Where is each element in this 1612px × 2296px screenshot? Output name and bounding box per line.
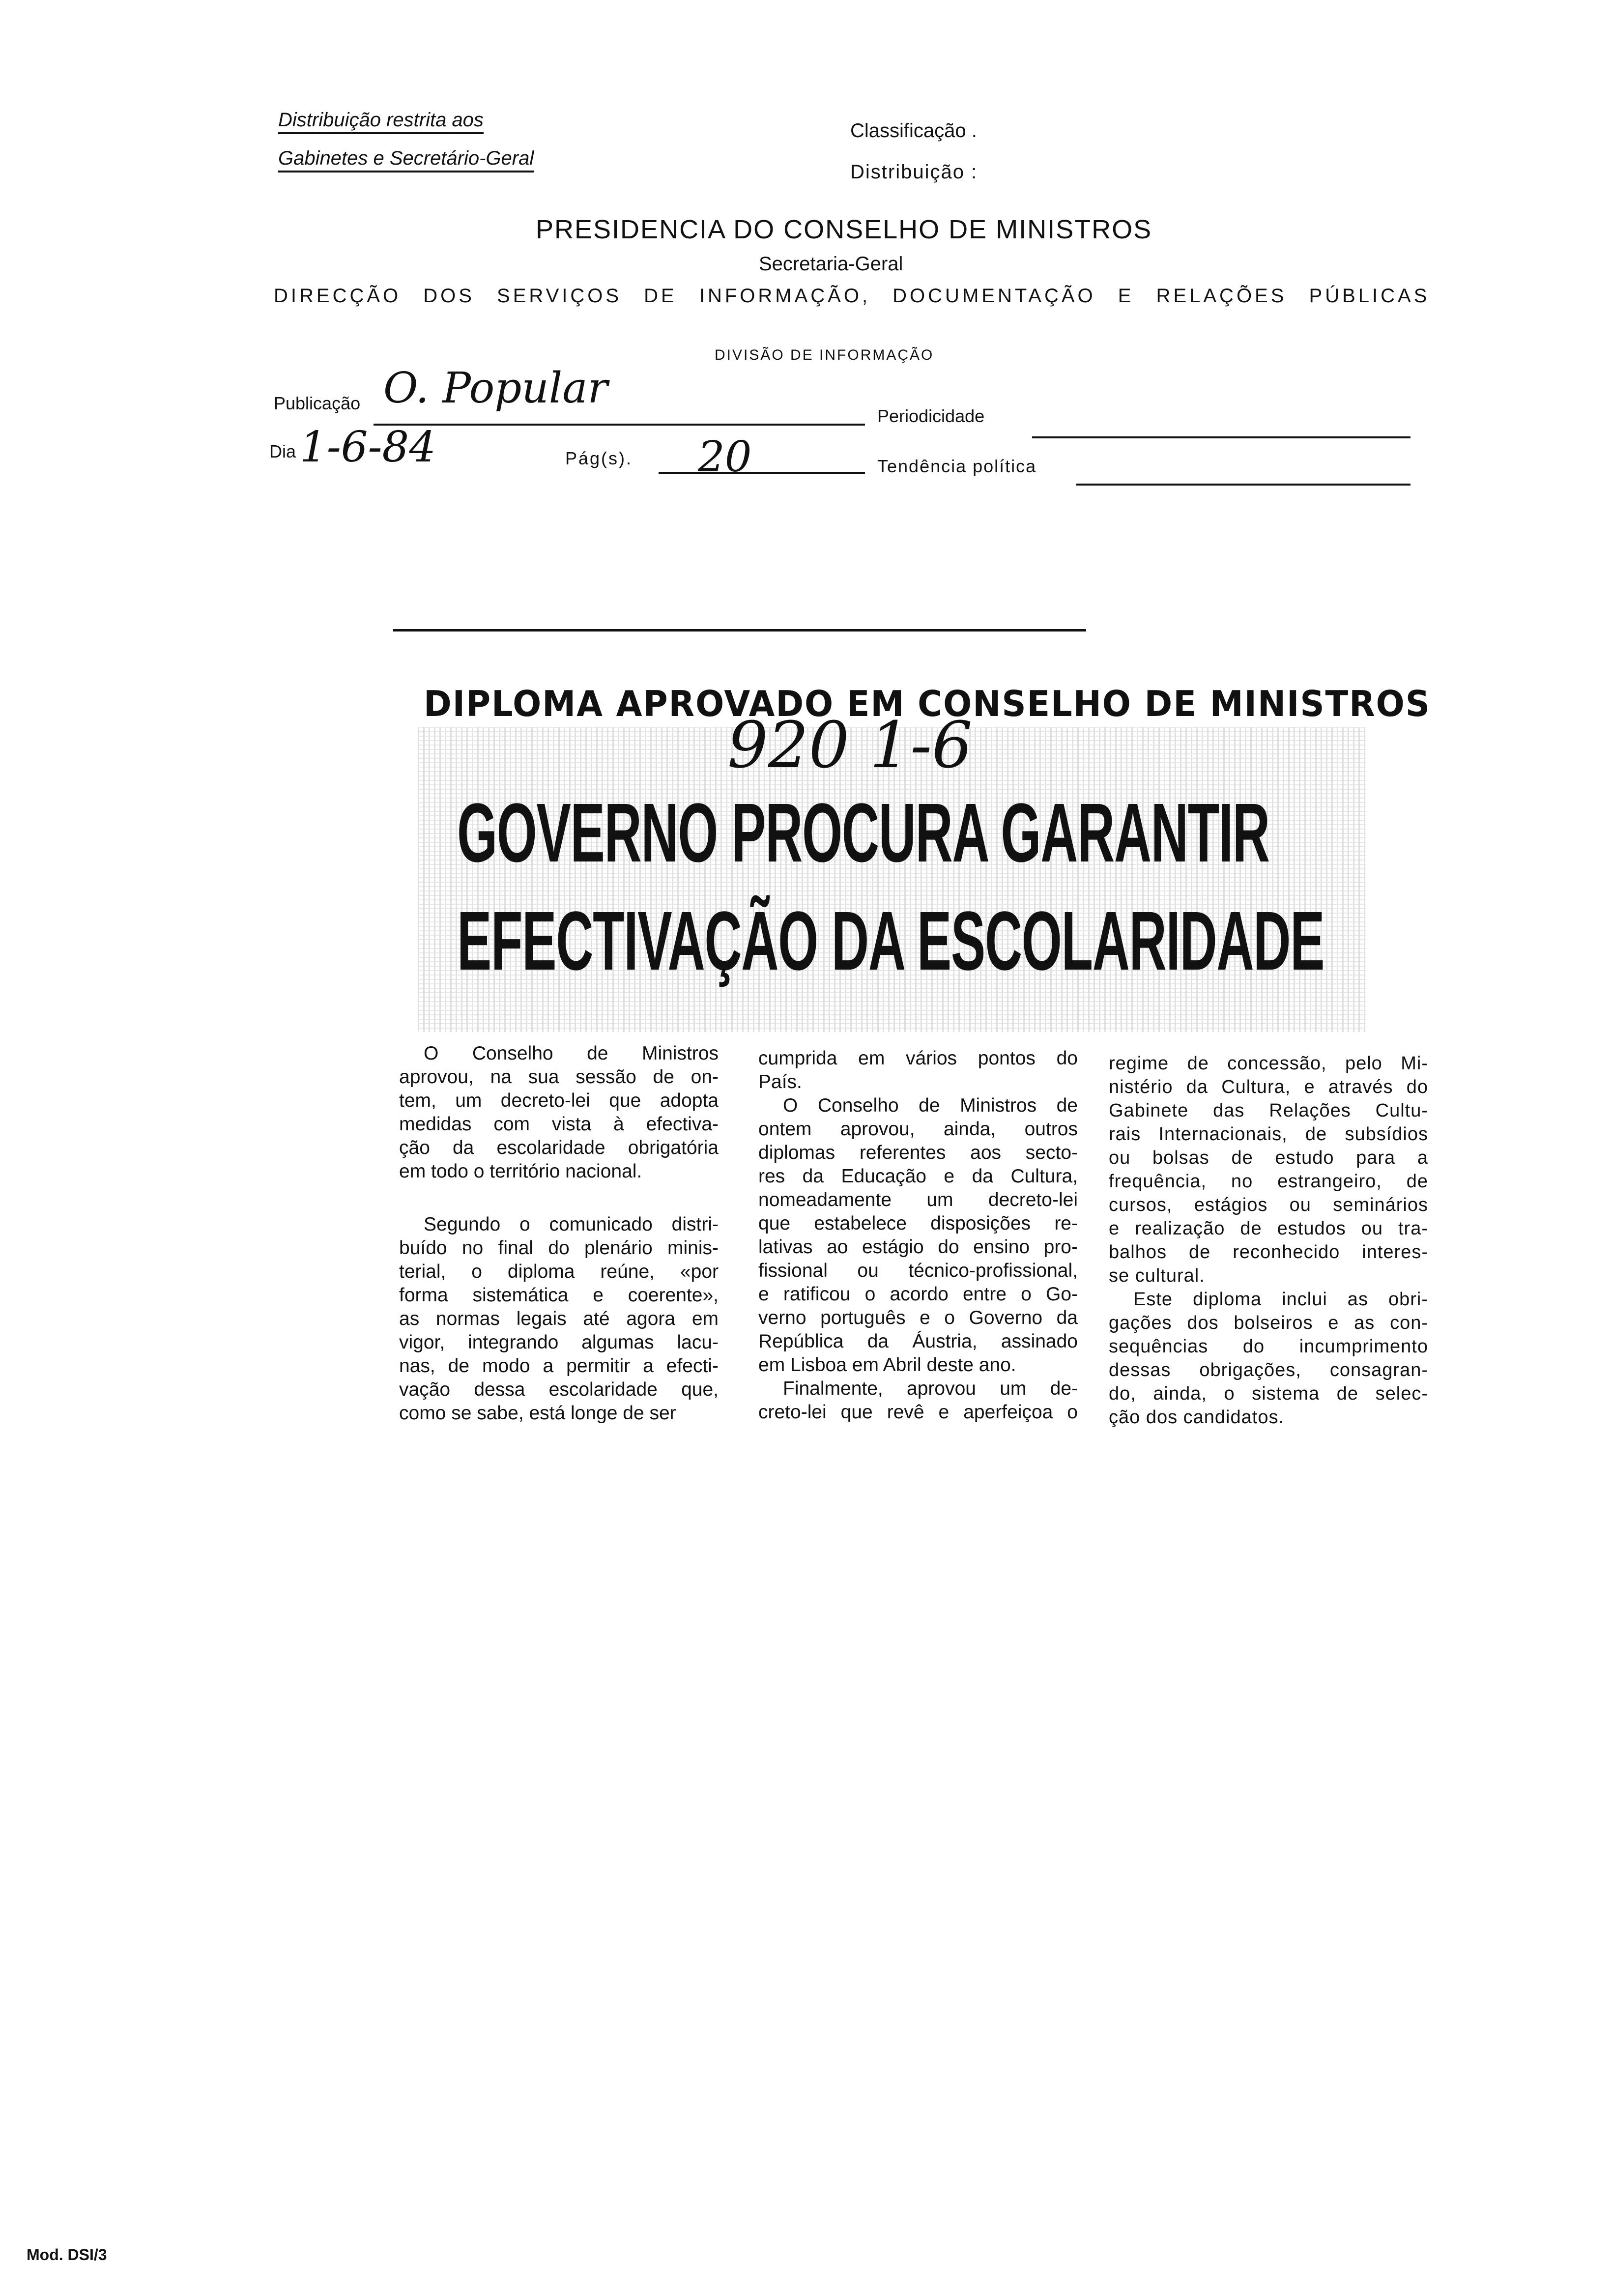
political-tendency-label: Tendência política	[877, 456, 1037, 476]
restricted-distribution-line1: Distribuição restrita aos	[278, 109, 484, 134]
text-line: cursos, estágios ou seminários	[1109, 1195, 1428, 1215]
article-kicker: DIPLOMA APROVADO EM CONSELHO DE MINISTROS	[424, 683, 1431, 724]
text-line: forma sistemática e coerente»,	[399, 1285, 719, 1306]
text-line: creto-lei que revê e aperfeiçoa o	[758, 1402, 1078, 1423]
text-line: e realização de estudos ou tra-	[1109, 1218, 1428, 1239]
pages-value: 20	[698, 432, 752, 482]
text-line: como se sabe, está longe de ser	[399, 1403, 676, 1424]
division-title: DIVISÃO DE INFORMAÇÃO	[715, 347, 934, 363]
text-line: rais Internacionais, de subsídios	[1109, 1124, 1428, 1145]
text-line: verno português e o Governo da	[758, 1307, 1078, 1328]
text-line: nistério da Cultura, e através do	[1109, 1077, 1428, 1097]
text-line: lativas ao estágio do ensino pro-	[758, 1236, 1078, 1258]
text-line: O Conselho de Ministros de	[783, 1095, 1078, 1116]
article-column-2	[758, 1047, 1078, 1424]
text-line: frequência, no estrangeiro, de	[1109, 1171, 1428, 1192]
text-line: medidas com vista à efectiva-	[399, 1114, 719, 1135]
text-line: terial, o diploma reúne, «por	[399, 1261, 719, 1282]
text-line: cumprida em vários pontos do	[758, 1048, 1078, 1069]
directorate-title: DIRECÇÃO DOS SERVIÇOS DE INFORMAÇÃO, DOCUMENTAÇÃO E RELAÇÕES PÚBLICAS	[274, 285, 1430, 307]
text-line: do, ainda, o sistema de selec-	[1109, 1383, 1428, 1404]
form-code: Mod. DSI/3	[27, 2246, 107, 2264]
headline-line1: GOVERNO PROCURA GARANTIR	[457, 786, 1269, 880]
day-value: 1-6-84	[300, 423, 436, 472]
text-line: Segundo o comunicado distri-	[424, 1214, 719, 1235]
text-line: buído no final do plenário minis-	[399, 1237, 719, 1259]
text-line: res da Educação e da Cultura,	[758, 1166, 1078, 1187]
text-line: Gabinete das Relações Cultu-	[1109, 1100, 1428, 1121]
text-line: balhos de reconhecido interes-	[1109, 1242, 1428, 1263]
text-line: Finalmente, aprovou um de-	[783, 1378, 1078, 1399]
article-column-1	[399, 1042, 719, 1425]
distribution-label: Distribuição :	[850, 161, 978, 183]
classification-label: Classificação .	[850, 120, 977, 142]
publication-label: Publicação	[274, 393, 361, 413]
text-line: gações dos bolseiros e as con-	[1109, 1313, 1428, 1333]
text-line: em Lisboa em Abril deste ano.	[758, 1354, 1016, 1376]
text-line: ção dos candidatos.	[1109, 1407, 1285, 1428]
pages-label: Pág(s).	[565, 448, 633, 468]
article-column-3	[1109, 1052, 1428, 1429]
text-line: ção da escolaridade obrigatória	[399, 1137, 719, 1158]
text-line: Este diploma inclui as obri-	[1133, 1289, 1428, 1310]
periodicity-label: Periodicidade	[877, 406, 985, 426]
text-line: dessas obrigações, consagran-	[1109, 1360, 1428, 1380]
text-line: fissional ou técnico-profissional,	[758, 1260, 1078, 1281]
text-line: nomeadamente um decreto-lei	[758, 1189, 1078, 1210]
handwritten-note: 920 1-6	[727, 708, 973, 782]
text-line: vigor, integrando algumas lacu-	[399, 1332, 719, 1353]
text-line: aprovou, na sua sessão de on-	[399, 1066, 719, 1088]
text-line: República da Áustria, assinado	[758, 1331, 1078, 1352]
text-line: se cultural.	[1109, 1265, 1205, 1286]
day-label: Dia	[269, 441, 296, 461]
org-title: PRESIDENCIA DO CONSELHO DE MINISTROS	[536, 215, 1152, 244]
text-line: regime de concessão, pelo Mi-	[1109, 1053, 1428, 1074]
headline-line2: EFECTIVAÇÃO DA ESCOLARIDADE	[457, 894, 1324, 988]
publication-value: O. Popular	[383, 364, 608, 413]
text-line: ontem aprovou, ainda, outros	[758, 1119, 1078, 1140]
text-line: ou bolsas de estudo para a	[1109, 1148, 1428, 1168]
text-line: que estabelece disposições re-	[758, 1213, 1078, 1234]
divider	[393, 629, 1086, 631]
text-line: O Conselho de Ministros	[424, 1043, 719, 1064]
text-line: nas, de modo a permitir a efecti-	[399, 1355, 719, 1377]
org-subtitle: Secretaria-Geral	[759, 253, 903, 275]
text-line: País.	[758, 1071, 802, 1092]
text-line: tem, um decreto-lei que adopta	[399, 1090, 719, 1111]
text-line: vação dessa escolaridade que,	[399, 1379, 719, 1400]
text-line: diplomas referentes aos secto-	[758, 1142, 1078, 1163]
text-line: em todo o território nacional.	[399, 1161, 642, 1182]
text-line: as normas legais até agora em	[399, 1308, 719, 1329]
text-line: e ratificou o acordo entre o Go-	[758, 1284, 1078, 1305]
text-line: sequências do incumprimento	[1109, 1336, 1428, 1357]
restricted-distribution-line2: Gabinetes e Secretário-Geral	[278, 147, 534, 172]
